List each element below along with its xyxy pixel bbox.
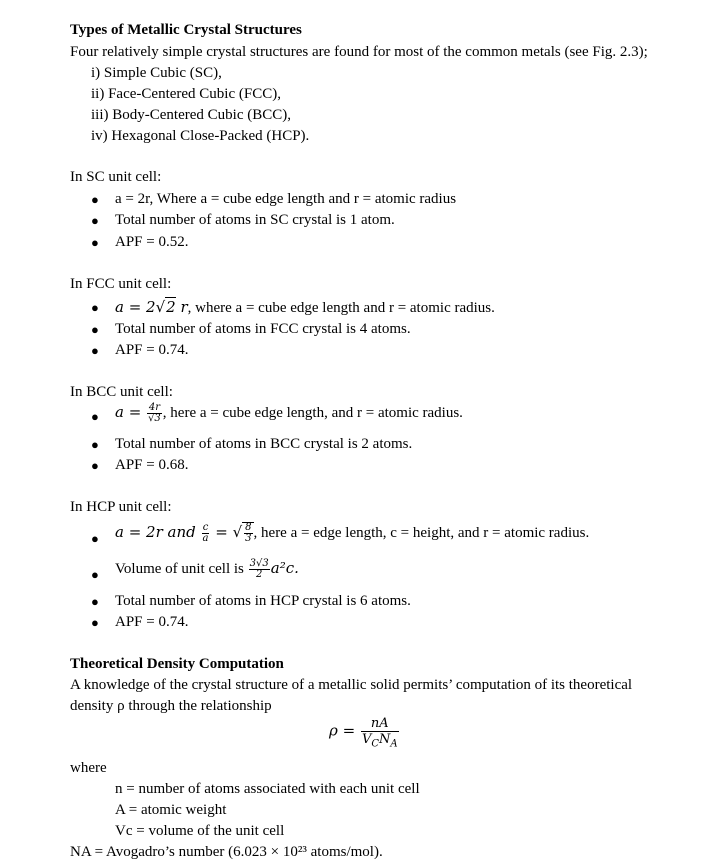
type-item: i) Simple Cubic (SC), [91, 65, 222, 81]
type-item: ii) Face-Centered Cubic (FCC), [91, 86, 281, 102]
bullet-icon: ● [91, 409, 99, 424]
sc-heading: In SC unit cell: [70, 169, 162, 185]
bcc-bullet-2: Total number of atoms in BCC crystal is 2 atoms. [115, 436, 413, 452]
type-item: iv) Hexagonal Close-Packed (HCP). [91, 128, 310, 144]
bullet-icon: ● [91, 343, 99, 358]
hcp-heading: In HCP unit cell: [70, 499, 172, 515]
type-item: iii) Body-Centered Cubic (BCC), [91, 107, 291, 123]
hcp-formula: a = 2r and $\frac{c}{a}$ = √ $\frac{8}{3}$ [115, 521, 252, 544]
bullet-icon: ● [91, 458, 99, 473]
bullet-icon: ● [91, 594, 99, 609]
bullet-icon: ● [91, 531, 99, 546]
density-equation: ρ = $\frac{nA}{V_CN_A}$ [329, 716, 398, 750]
sc-bullet-1: a = 2r, Where a = cube edge length and r = atomic radius [115, 191, 457, 207]
bullet-icon: ● [91, 213, 99, 228]
bcc-formula: a = $\frac{4r}{√3}$ [115, 401, 161, 424]
bullet-icon: ● [91, 567, 99, 582]
hcp-bullet-3: Total number of atoms in HCP crystal is 6 atoms. [115, 593, 411, 609]
fcc-bullet-2: Total number of atoms in FCC crystal is 4 atoms. [115, 321, 411, 337]
def-n: n = number of atoms associated with each unit cell [115, 781, 420, 797]
sc-bullet-2: Total number of atoms in SC crystal is 1 atom. [115, 212, 395, 228]
bcc-bullet-3: APF = 0.68. [115, 457, 189, 473]
fcc-formula: a = 2√2 r [115, 298, 188, 316]
bullet-icon: ● [91, 437, 99, 452]
def-na: NA = Avogadro’s number (6.023 × 10²³ atoms/mol). [70, 844, 383, 860]
bullet-icon: ● [91, 322, 99, 337]
density-heading: Theoretical Density Computation [70, 656, 284, 672]
bullet-icon: ● [91, 235, 99, 250]
hcp-bullet-1: a = 2r and $\frac{c}{a}$ = √ $\frac{8}{3}$ , here a = edge length, c = height, and r = atomic radius. [115, 521, 590, 544]
fcc-bullet-3: APF = 0.74. [115, 342, 189, 358]
bullet-icon: ● [91, 300, 99, 315]
bullet-icon: ● [91, 192, 99, 207]
bcc-bullet-1: a = $\frac{4r}{√3}$ , here a = cube edge length, and r = atomic radius. [115, 401, 463, 424]
hcp-bullet-4: APF = 0.74. [115, 614, 189, 630]
fcc-bullet-1: a = 2√2 r, where a = cube edge length and r = atomic radius. [115, 298, 495, 316]
density-paragraph-2: density ρ through the relationship [70, 698, 272, 714]
hcp-volume-formula: $\frac{3√3}{2}$ a²c. [249, 557, 299, 580]
fcc-heading: In FCC unit cell: [70, 276, 172, 292]
bullet-icon: ● [91, 615, 99, 630]
def-a: A = atomic weight [115, 802, 227, 818]
def-vc: Vc = volume of the unit cell [115, 823, 285, 839]
bcc-heading: In BCC unit cell: [70, 384, 173, 400]
sc-bullet-3: APF = 0.52. [115, 234, 189, 250]
section-title: Types of Metallic Crystal Structures [70, 22, 302, 38]
where-label: where [70, 760, 107, 776]
hcp-bullet-2: Volume of unit cell is $\frac{3√3}{2}$ a²c. [115, 557, 299, 580]
intro-paragraph: Four relatively simple crystal structures are found for most of the common metals (see Fig. 2.3); [70, 44, 648, 60]
density-paragraph: A knowledge of the crystal structure of a metallic solid permits’ computation of its theoretical [70, 677, 633, 693]
